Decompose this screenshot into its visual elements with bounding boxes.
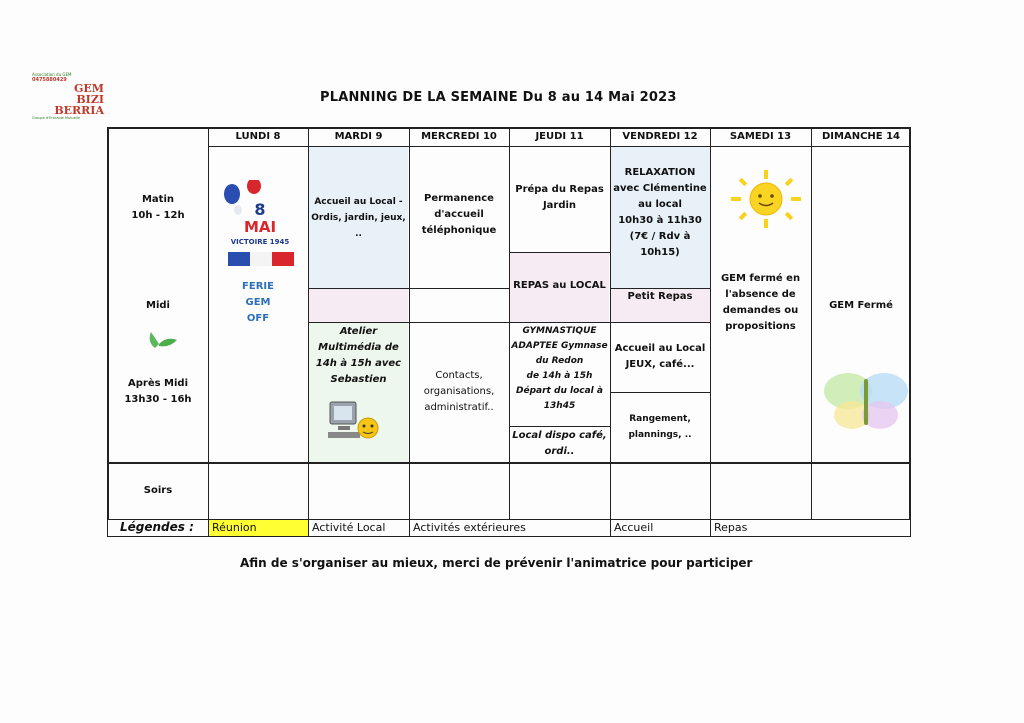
butterfly-icon [145, 330, 181, 354]
samedi-2: l'absence de [725, 289, 796, 300]
vendredi-rangement [610, 411, 710, 443]
vendredi-m-4: 10h30 à 11h30 [618, 215, 702, 226]
grid-line [509, 252, 610, 253]
vendredi-am-2: JEUX, café... [625, 359, 695, 370]
day-header-mercredi: MERCREDI 10 [421, 131, 497, 142]
grid-line [509, 463, 510, 520]
mercredi-apres-midi [409, 368, 509, 416]
grid-line [208, 146, 911, 147]
vendredi-am-3: Rangement, [629, 414, 691, 424]
logo-name-3: BERRIA [54, 104, 104, 117]
mercredi-am-3: administratif.. [424, 402, 494, 413]
jeudi-am-8: ordi.. [544, 446, 575, 457]
row-label-midi: Midi [146, 300, 170, 311]
jeudi-am-2: ADAPTEE Gymnase [511, 341, 608, 351]
jeudi-matin-1: Prépa du Repas [515, 184, 604, 195]
page-title: PLANNING DE LA SEMAINE Du 8 au 14 Mai 2023 [320, 90, 677, 105]
mardi-matin [309, 194, 408, 242]
logo-tag: Groupe d'Entraide Mutuelle [32, 116, 81, 120]
legend-repas: Repas [710, 519, 911, 537]
mercredi-matin-3: téléphonique [421, 225, 497, 236]
grid-line [208, 463, 209, 520]
grid-line [509, 426, 610, 427]
samedi-4: propositions [725, 321, 796, 332]
mercredi-matin [409, 191, 509, 239]
logo-phone: 0475880429 [32, 77, 67, 83]
jeudi-am-5: Départ du local à [516, 386, 603, 396]
grid-line [409, 463, 410, 520]
grid-line [409, 288, 510, 289]
day-header-jeudi: JEUDI 11 [535, 131, 584, 142]
grid-line [610, 322, 710, 323]
vendredi-m-2: avec Clémentine [613, 183, 707, 194]
mai-8-badge [224, 180, 296, 266]
mardi-matin-3: .. [355, 229, 362, 239]
jeudi-am-4: de 14h à 15h [526, 371, 593, 381]
vendredi-am-1: Accueil au Local [614, 343, 706, 354]
samedi-ferme [710, 271, 811, 335]
off-text: OFF [246, 313, 270, 324]
jeudi-matin [509, 182, 610, 214]
jeudi-am-3: du Redon [535, 356, 584, 366]
sun-icon [731, 170, 801, 228]
day-header-mardi: MARDI 9 [334, 131, 383, 142]
grid-line [710, 463, 711, 520]
mardi-am-3: 14h à 15h avec [315, 358, 402, 369]
logo-name-1: GEM [74, 82, 104, 95]
mardi-matin-2: Ordis, jardin, jeux, [311, 213, 406, 223]
grid-line [308, 463, 309, 520]
mercredi-matin-1: Permanence [424, 193, 494, 204]
vendredi-m-3: au local [638, 199, 682, 210]
day-header-lundi: LUNDI 8 [235, 131, 281, 142]
badge-number: 8 [254, 200, 266, 219]
jeudi-matin-2: Jardin [542, 200, 577, 211]
vendredi-m-5: (7€ / Rdv à [629, 231, 691, 242]
mardi-am-4: Sebastien [330, 374, 387, 385]
grid-line [811, 127, 812, 464]
mercredi-am-2: organisations, [423, 386, 495, 397]
gem-logo [32, 72, 104, 120]
logo-name-2: BIZI [76, 93, 104, 106]
legend-reunion: Réunion [208, 519, 309, 537]
mardi-apres-midi [309, 324, 408, 388]
vendredi-apres-midi [610, 341, 710, 373]
mardi-am-2: Multimédia de [318, 342, 399, 353]
grid-line [308, 127, 309, 464]
mardi-am-1: Atelier [339, 326, 378, 337]
rainbow-butterfly-icon [822, 365, 910, 435]
row-label-matin [110, 192, 206, 224]
grid-line [308, 322, 610, 323]
grid-line [610, 463, 611, 520]
jeudi-am-7: Local dispo café, [512, 430, 607, 441]
gem-text: GEM [245, 297, 271, 308]
footer-note: Afin de s'organiser au mieux, merci de prévenir l'animatrice pour participer [240, 556, 753, 570]
grid-line [811, 463, 812, 520]
vendredi-m-1: RELAXATION [624, 167, 696, 178]
vendredi-m-6: 10h15) [640, 247, 680, 258]
apres-label: Après Midi [127, 378, 188, 389]
ferie-text: FERIE [242, 281, 274, 292]
row-label-apres-midi [110, 376, 206, 408]
legend-accueil: Accueil [610, 519, 711, 537]
mercredi-matin-2: d'accueil [434, 209, 484, 220]
vendredi-am-4: plannings, .. [628, 430, 692, 440]
badge-sub: VICTOIRE 1945 [230, 238, 290, 246]
vendredi-matin [610, 165, 710, 261]
matin-hours: 10h - 12h [131, 210, 185, 221]
grid-line [610, 392, 710, 393]
vendredi-midi: Petit Repas [627, 291, 693, 302]
lundi-ferie [208, 279, 308, 327]
legend-activite-local: Activité Local [308, 519, 410, 537]
logo-small-text: Association du GEM [32, 72, 72, 77]
day-header-dimanche: DIMANCHE 14 [821, 131, 901, 142]
grid-line [308, 288, 409, 289]
badge-month: MAI [243, 218, 277, 236]
samedi-3: demandes ou [722, 305, 799, 316]
jeudi-am-1: GYMNASTIQUE [522, 326, 597, 336]
day-header-samedi: SAMEDI 13 [729, 131, 792, 142]
computer-smiley-icon [326, 398, 382, 444]
mardi-matin-1: Accueil au Local - [314, 197, 403, 207]
legend-label-cell [107, 519, 209, 537]
row-label-soirs: Soirs [143, 485, 173, 496]
day-header-vendredi: VENDREDI 12 [622, 131, 698, 142]
jeudi-local-dispo [509, 428, 610, 460]
jeudi-apres-midi [509, 324, 610, 414]
legend-activites-exterieures: Activités extérieures [409, 519, 611, 537]
jeudi-midi: REPAS au LOCAL [513, 280, 606, 291]
matin-label: Matin [141, 194, 175, 205]
apres-hours: 13h30 - 16h [124, 394, 192, 405]
mercredi-am-1: Contacts, [435, 370, 483, 381]
legend-label: Légendes : [120, 520, 194, 534]
samedi-1: GEM fermé en [720, 273, 801, 284]
dimanche-ferme: GEM Fermé [829, 300, 893, 311]
jeudi-am-6: 13h45 [543, 401, 576, 411]
